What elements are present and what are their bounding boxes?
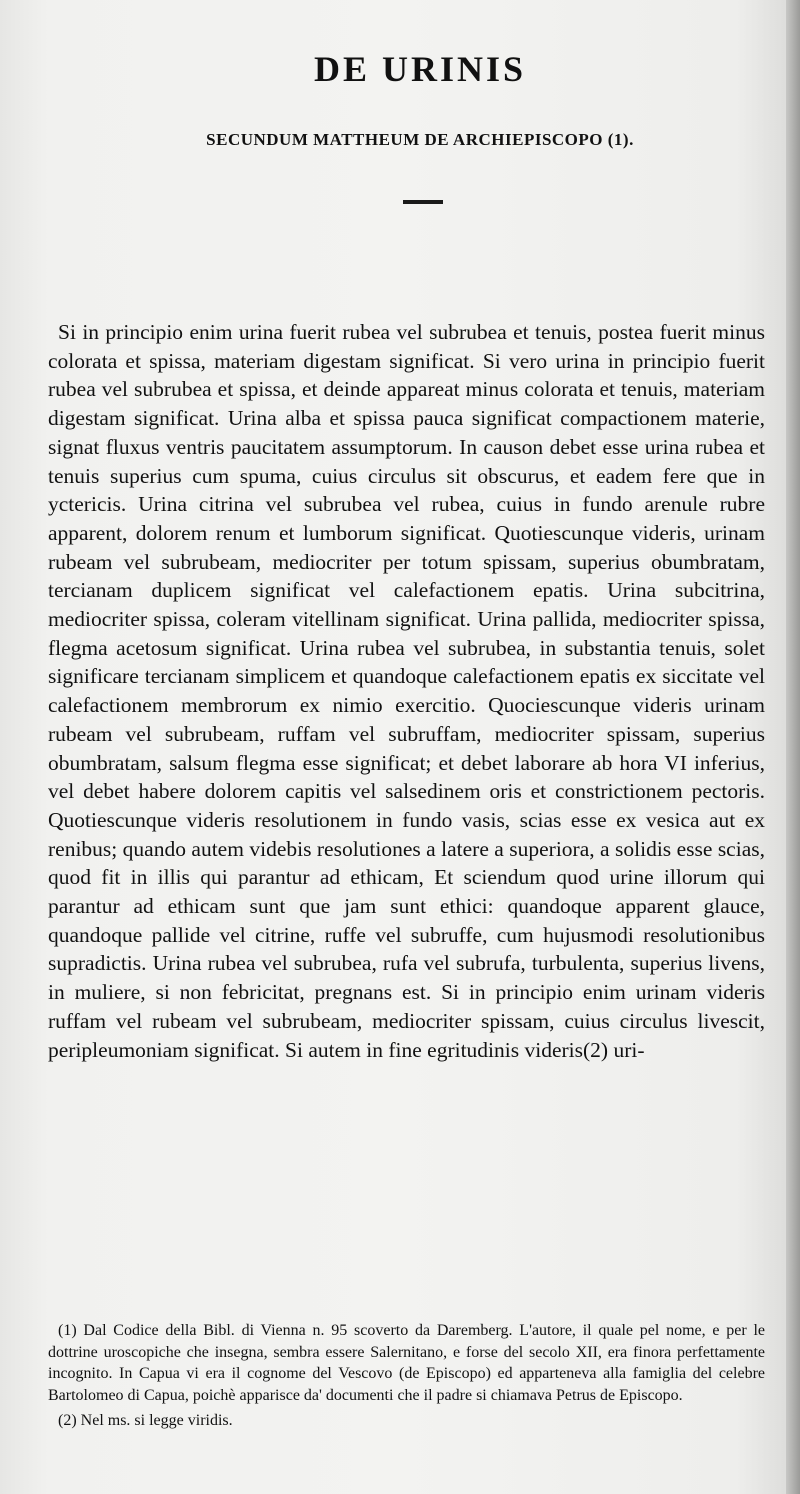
footnote-1: (1) Dal Codice della Bibl. di Vienna n. 95 scoverto da Daremberg. L'autore, il quale pel nome, e per le dottrine uroscopiche che insegna, sembra essere Salernitano, e forse del secolo XII, era finora perfettamente incognito. In Capua vi era il cognome del Vescovo (de Episcopo) ed apparteneva alla famiglia del celebre Bartolomeo di Capua, poichè apparisce da' documenti che il padre si chiamava Petrus de Episcopo. [48, 1322, 765, 1404]
main-text: Si in principio enim urina fuerit rubea vel subrubea et tenuis, postea fuerit minus colorata et spissa, materiam digestam significat. Si vero urina in principio fuerit rubea vel subrubea et spissa, et deinde appareat minus colorata et tenuis, materiam digestam significat. Urina alba et spissa pauca significat compactionem materie, signat fluxus ventris paucitatem assumptorum. In causon debet esse urina rubea et tenuis superius cum spuma, cuius circulus sit obscurus, et eadem fere que in yctericis. Urina citrina vel subrubea vel rubea, cuius in fundo arenule rubre apparent, dolorem renum et lumborum significat. Quotiescunque videris, urinam rubeam vel subrubeam, mediocriter per totum spissam, superius obumbratam, tercianam duplicem significat vel calefactionem epatis. Urina subcitrina, mediocriter spissa, coleram vitellinam significat. Urina pallida, mediocriter spissa, flegma acetosum significat. Urina rubea vel subrubea, in substantia tenuis, solet significare tercianam simplicem et quandoque calefactionem epatis ex siccitate vel calefactionem membrorum ex nimio exercitio. Quociescunque videris urinam rubeam vel subrubeam, ruffam vel subruffam, mediocriter spissam, superius obumbratam, salsum flegma esse significat; et debet laborare ab hora VI inferius, vel debet habere dolorem capitis vel salsedinem oris et constrictionem pectoris. Quotiescunque videris resolutionem in fundo vasis, scias esse ex vesica aut ex renibus; quando autem videbis resolutiones a latere a superiora, a solidis esse scias, quod fit in illis qui parantur ad ethicam, Et sciendum quod urine illorum qui parantur ad ethicam sunt que jam sunt ethici: quandoque apparent glauce, quandoque pallide vel citrine, ruffe vel subruffe, cum hujusmodi resolutionibus supradictis. Urina rubea vel subrubea, rufa vel subrufa, turbulenta, superius livens, in muliere, si non febricitat, pregnans est. Si in principio enim urinam videris ruffam vel rubeam vel subrubeam, mediocriter spissam, cuius circulus livescit, peripleumoniam significat. Si autem in fine egritudinis videris(2) uri- [48, 320, 765, 1062]
footnotes [48, 1320, 765, 1432]
page-subtitle: SECUNDUM MATTHEUM DE ARCHIEPISCOPO (1). [206, 130, 634, 149]
section-divider [403, 200, 443, 204]
page-edge-shadow [786, 0, 800, 1494]
page-title: DE URINIS [313, 49, 527, 89]
footnote-2: (2) Nel ms. si legge viridis. [58, 1412, 233, 1429]
